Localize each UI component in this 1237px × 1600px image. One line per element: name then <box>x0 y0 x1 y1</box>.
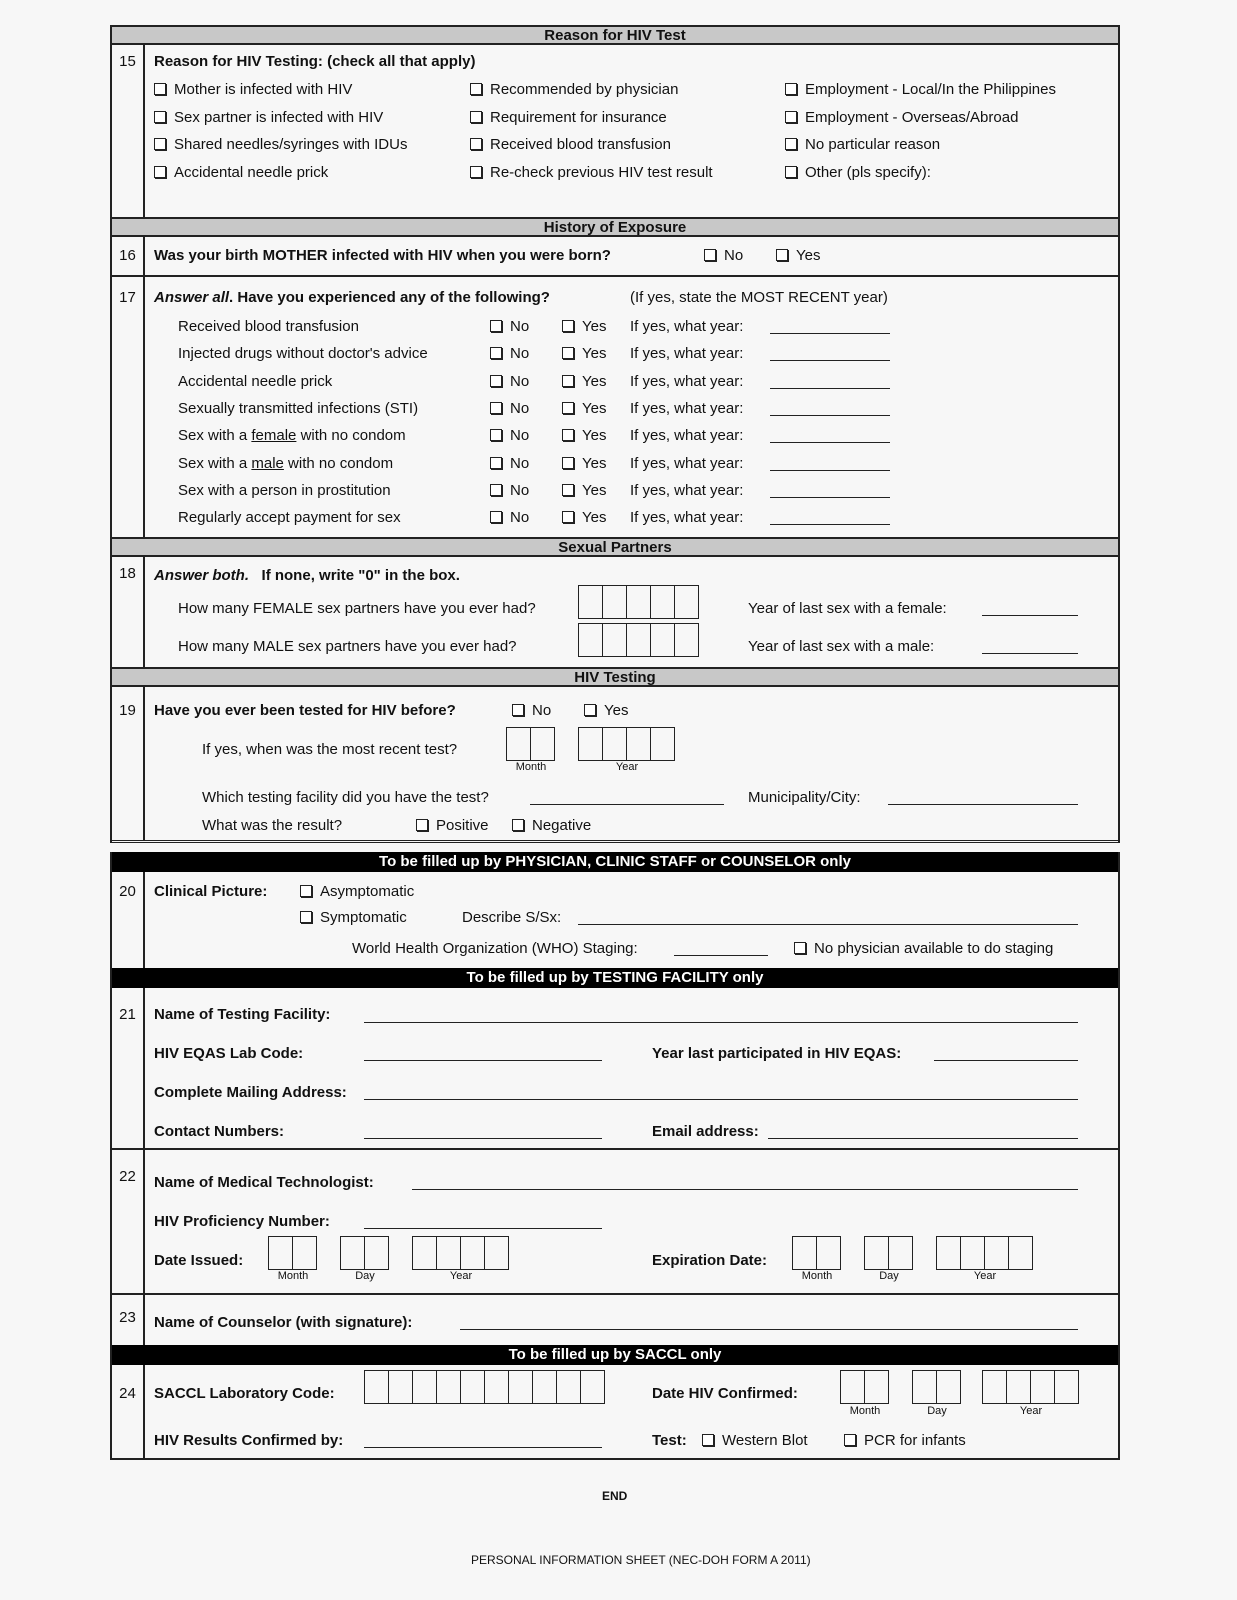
option-label: No <box>510 345 530 363</box>
option-label: Other (pls specify): <box>805 163 931 181</box>
question-number: 21 <box>112 988 145 1148</box>
label-emphasis: female <box>251 427 297 445</box>
year-label: If yes, what year: <box>630 345 744 363</box>
checkbox[interactable] <box>470 138 482 150</box>
option-label: Recommended by physician <box>490 81 679 98</box>
option-label: No <box>510 427 530 445</box>
option-label: No <box>510 318 530 335</box>
checkbox[interactable] <box>844 1434 856 1446</box>
clinical-picture-label: Clinical Picture: <box>154 883 268 900</box>
eqas-code-label: HIV EQAS Lab Code: <box>154 1045 304 1062</box>
section-facility <box>110 968 1120 1345</box>
year-label: If yes, what year: <box>630 509 744 527</box>
exposure-item-label <box>178 482 391 499</box>
option-label: PCR for infants <box>864 1432 966 1449</box>
exposure-no-option[interactable] <box>490 509 529 526</box>
checkbox[interactable] <box>785 111 797 123</box>
year-line[interactable] <box>770 415 890 416</box>
exposure-yes-option[interactable] <box>562 318 606 335</box>
medtech-line[interactable] <box>412 1189 1078 1190</box>
section-reason <box>110 25 1120 217</box>
eqas-code-line[interactable] <box>364 1060 602 1061</box>
confirmed-month-boxes[interactable] <box>840 1370 889 1404</box>
q16-question: Was your birth MOTHER infected with HIV when you were born? <box>154 247 611 264</box>
exposure-item-label <box>178 427 406 444</box>
counselor-label: Name of Counselor (with signature): <box>154 1314 413 1331</box>
reason-option[interactable] <box>154 136 407 153</box>
date-issued-label: Date Issued: <box>154 1252 244 1269</box>
checkbox[interactable] <box>490 484 502 496</box>
checkbox[interactable] <box>562 320 574 332</box>
year-label: If yes, what year: <box>630 454 744 472</box>
exposure-yes-option[interactable] <box>562 345 606 362</box>
year-label: If yes, what year: <box>630 427 744 445</box>
male-year-line[interactable] <box>982 653 1078 654</box>
option-label: Negative <box>532 817 592 834</box>
q19-yes-option[interactable] <box>584 702 628 719</box>
exposure-no-option[interactable] <box>490 427 529 444</box>
checkbox[interactable] <box>490 402 502 414</box>
q15-row <box>112 45 1118 217</box>
checkbox[interactable] <box>785 166 797 178</box>
q17-text: . Have you experienced any of the following? <box>229 289 550 306</box>
exposure-no-option[interactable] <box>490 482 529 499</box>
expiration-label: Expiration Date: <box>652 1252 768 1269</box>
option-label: Shared needles/syringes with IDUs <box>174 136 408 153</box>
expiration-day-boxes[interactable] <box>864 1236 913 1270</box>
option-label: Yes <box>582 427 607 445</box>
recent-test-year-boxes[interactable] <box>578 727 675 761</box>
q17-row <box>112 277 1118 537</box>
option-label: Yes <box>582 399 607 417</box>
checkbox[interactable] <box>470 111 482 123</box>
option-label: No <box>724 247 744 264</box>
reason-option[interactable] <box>785 81 1056 98</box>
no-physician-option[interactable] <box>794 940 1053 957</box>
month-caption: Month <box>515 761 547 773</box>
checkbox[interactable] <box>562 484 574 496</box>
option-label: Accidental needle prick <box>174 163 329 181</box>
day-caption: Day <box>879 1270 899 1282</box>
label-text: Sexually transmitted infections (STI) <box>178 399 419 417</box>
section-header-exposure: History of Exposure <box>112 217 1118 237</box>
recent-test-month-boxes[interactable] <box>506 727 555 761</box>
who-staging-label: World Health Organization (WHO) Staging: <box>352 940 638 957</box>
checkbox[interactable] <box>702 1434 714 1446</box>
section-physician <box>110 852 1120 968</box>
date-confirmed-label: Date HIV Confirmed: <box>652 1385 798 1402</box>
exposure-yes-option[interactable] <box>562 400 606 417</box>
footer: PERSONAL INFORMATION SHEET (NEC-DOH FORM A 2011) <box>471 1553 811 1567</box>
checkbox[interactable] <box>490 457 502 469</box>
eqas-year-line[interactable] <box>934 1060 1078 1061</box>
question-number: 17 <box>112 277 145 537</box>
question-number: 23 <box>112 1295 145 1345</box>
section-header-saccl: To be filled up by SACCL only <box>112 1345 1118 1365</box>
q19-question: Have you ever been tested for HIV before? <box>154 702 456 719</box>
medtech-label: Name of Medical Technologist: <box>154 1174 374 1191</box>
exposure-item-label <box>178 345 428 362</box>
option-label: Employment - Overseas/Abroad <box>805 108 1019 126</box>
male-partners-boxes[interactable] <box>578 623 699 657</box>
q17-note: (If yes, state the MOST RECENT year) <box>630 289 888 306</box>
address-line[interactable] <box>364 1099 1078 1100</box>
year-label: If yes, what year: <box>630 372 744 390</box>
exposure-item-label <box>178 400 418 417</box>
exposure-yes-option[interactable] <box>562 455 606 472</box>
q24-row <box>112 1365 1118 1460</box>
section-exposure <box>110 217 1120 537</box>
exposure-no-option[interactable] <box>490 373 529 390</box>
q17-question <box>154 289 550 306</box>
exposure-item-label <box>178 509 401 526</box>
checkbox[interactable] <box>154 166 166 178</box>
checkbox[interactable] <box>562 457 574 469</box>
section-partners <box>110 537 1120 667</box>
q18-lead: Answer both. <box>154 567 250 584</box>
reason-option[interactable] <box>470 164 713 181</box>
option-label: No physician available to do staging <box>814 940 1054 957</box>
section-testing <box>110 667 1120 843</box>
checkbox[interactable] <box>490 347 502 359</box>
reason-option[interactable] <box>785 109 1018 126</box>
label-text: Injected drugs without doctor's advice <box>178 345 428 363</box>
q18-row <box>112 557 1118 667</box>
checkbox[interactable] <box>512 819 524 831</box>
option-label: Symptomatic <box>320 909 407 926</box>
q21-row <box>112 988 1118 1150</box>
checkbox[interactable] <box>300 885 312 897</box>
option-label: Requirement for insurance <box>490 108 667 126</box>
address-label: Complete Mailing Address: <box>154 1084 347 1101</box>
option-label: Yes <box>582 372 607 390</box>
facility-name-line[interactable] <box>364 1022 1078 1023</box>
option-label: Re-check previous HIV test result <box>490 163 713 181</box>
describe-label: Describe S/Sx: <box>462 909 562 926</box>
checkbox[interactable] <box>470 83 482 95</box>
male-year-label: Year of last sex with a male: <box>748 638 935 655</box>
female-partners-boxes[interactable] <box>578 585 699 619</box>
option-label: Received blood transfusion <box>490 136 671 153</box>
negative-option[interactable] <box>512 817 591 834</box>
section-header-partners: Sexual Partners <box>112 537 1118 557</box>
symptomatic-option[interactable] <box>300 909 407 926</box>
lab-code-boxes[interactable] <box>364 1370 605 1404</box>
q16-row <box>112 237 1118 277</box>
option-label: Mother is infected with HIV <box>174 81 353 98</box>
reason-option[interactable] <box>154 164 328 181</box>
section-saccl <box>110 1345 1120 1460</box>
municipality-line[interactable] <box>888 804 1078 805</box>
checkbox[interactable] <box>584 704 596 716</box>
option-label: No <box>510 372 530 390</box>
checkbox[interactable] <box>470 166 482 178</box>
reason-option[interactable] <box>154 109 383 126</box>
q19-no-option[interactable] <box>512 702 551 719</box>
describe-line[interactable] <box>578 924 1078 925</box>
q17-lead: Answer all <box>154 289 230 306</box>
confirmed-year-boxes[interactable] <box>982 1370 1079 1404</box>
q23-row <box>112 1295 1118 1345</box>
year-line[interactable] <box>770 470 890 471</box>
counselor-line[interactable] <box>460 1329 1078 1330</box>
question-number: 18 <box>112 557 145 667</box>
checkbox[interactable] <box>562 511 574 523</box>
question-number: 20 <box>112 872 145 968</box>
option-label: Employment - Local/In the Philippines <box>805 81 1056 98</box>
option-label: Yes <box>582 481 607 499</box>
day-caption: Day <box>927 1405 947 1417</box>
checkbox[interactable] <box>562 347 574 359</box>
year-label: If yes, what year: <box>630 318 744 335</box>
question-number: 15 <box>112 45 145 217</box>
option-label: No <box>510 454 530 472</box>
checkbox[interactable] <box>785 83 797 95</box>
q15-title: Reason for HIV Testing: (check all that apply) <box>154 53 476 70</box>
western-blot-option[interactable] <box>702 1432 808 1449</box>
year-label: If yes, what year: <box>630 481 744 499</box>
month-caption: Month <box>277 1270 309 1282</box>
year-line[interactable] <box>770 388 890 389</box>
year-line[interactable] <box>770 524 890 525</box>
exposure-no-option[interactable] <box>490 400 529 417</box>
test-label: Test: <box>652 1432 687 1449</box>
label-text: Sex with a <box>178 427 252 445</box>
checkbox[interactable] <box>562 402 574 414</box>
exposure-no-option[interactable] <box>490 318 529 335</box>
facility-line[interactable] <box>530 804 724 805</box>
checkbox[interactable] <box>416 819 428 831</box>
municipality-label: Municipality/City: <box>748 789 861 806</box>
question-number: 16 <box>112 237 145 275</box>
section-header-facility: To be filled up by TESTING FACILITY only <box>112 968 1118 988</box>
email-label: Email address: <box>652 1123 759 1140</box>
option-label: No <box>510 399 530 417</box>
reason-option[interactable] <box>470 136 671 153</box>
positive-option[interactable] <box>416 817 489 834</box>
label-text: with no condom <box>296 427 406 445</box>
reason-option[interactable] <box>470 81 678 98</box>
female-partners-label: How many FEMALE sex partners have you ever had? <box>178 600 536 617</box>
issued-day-boxes[interactable] <box>340 1236 389 1270</box>
label-text: with no condom <box>283 454 394 472</box>
section-header-reason: Reason for HIV Test <box>112 25 1118 45</box>
issued-month-boxes[interactable] <box>268 1236 317 1270</box>
month-caption: Month <box>801 1270 833 1282</box>
option-label: Asymptomatic <box>320 883 415 900</box>
email-line[interactable] <box>768 1138 1078 1139</box>
checkbox[interactable] <box>562 429 574 441</box>
expiration-year-boxes[interactable] <box>936 1236 1033 1270</box>
reason-option[interactable] <box>785 136 940 153</box>
exposure-yes-option[interactable] <box>562 427 606 444</box>
option-label: No particular reason <box>805 136 941 153</box>
reason-option[interactable] <box>785 164 931 181</box>
option-label: Yes <box>582 454 607 472</box>
proficiency-line[interactable] <box>364 1228 602 1229</box>
checkbox[interactable] <box>490 429 502 441</box>
contact-line[interactable] <box>364 1138 602 1139</box>
exposure-yes-option[interactable] <box>562 482 606 499</box>
exposure-item-label <box>178 373 332 390</box>
year-caption: Year <box>1019 1405 1043 1417</box>
option-label: Yes <box>582 509 607 527</box>
checkbox[interactable] <box>490 511 502 523</box>
checkbox[interactable] <box>154 111 166 123</box>
q16-no-option[interactable] <box>704 247 743 264</box>
lab-code-label: SACCL Laboratory Code: <box>154 1385 335 1402</box>
q22-row <box>112 1150 1118 1295</box>
exposure-no-option[interactable] <box>490 455 529 472</box>
male-partners-label: How many MALE sex partners have you ever had? <box>178 638 517 655</box>
checkbox[interactable] <box>512 704 524 716</box>
who-staging-line[interactable] <box>674 955 768 956</box>
exposure-item-label <box>178 318 359 335</box>
year-caption: Year <box>973 1270 997 1282</box>
year-caption: Year <box>449 1270 473 1282</box>
q16-yes-option[interactable] <box>776 247 820 264</box>
recent-test-label: If yes, when was the most recent test? <box>202 741 458 758</box>
option-label: Positive <box>436 817 489 834</box>
label-text: Received blood transfusion <box>178 318 359 335</box>
section-header-physician: To be filled up by PHYSICIAN, CLINIC STAFF or COUNSELOR only <box>112 852 1118 872</box>
option-label: No <box>532 702 552 719</box>
day-caption: Day <box>355 1270 375 1282</box>
q20-row <box>112 872 1118 968</box>
exposure-yes-option[interactable] <box>562 509 606 526</box>
checkbox[interactable] <box>490 320 502 332</box>
month-caption: Month <box>849 1405 881 1417</box>
pcr-option[interactable] <box>844 1432 966 1449</box>
question-number: 22 <box>112 1150 145 1293</box>
confirmed-by-line[interactable] <box>364 1447 602 1448</box>
end-marker: END <box>602 1489 628 1503</box>
option-label: Yes <box>796 247 821 264</box>
eqas-year-label: Year last participated in HIV EQAS: <box>652 1045 902 1062</box>
year-line[interactable] <box>770 497 890 498</box>
label-emphasis: male <box>251 454 284 472</box>
checkbox[interactable] <box>562 375 574 387</box>
facility-name-label: Name of Testing Facility: <box>154 1006 331 1023</box>
option-label: Yes <box>604 702 629 719</box>
checkbox[interactable] <box>704 249 716 261</box>
section-header-testing: HIV Testing <box>112 667 1118 687</box>
option-label: No <box>510 509 530 527</box>
label-text: Sex with a <box>178 454 252 472</box>
year-line[interactable] <box>770 333 890 334</box>
exposure-item-label <box>178 455 393 472</box>
label-text: Accidental needle prick <box>178 372 333 390</box>
year-line[interactable] <box>770 442 890 443</box>
checkbox[interactable] <box>785 138 797 150</box>
reason-option[interactable] <box>154 81 352 98</box>
label-text: Regularly accept payment for sex <box>178 509 401 527</box>
year-caption: Year <box>615 761 639 773</box>
option-label: Yes <box>582 345 607 363</box>
q19-row <box>112 687 1118 843</box>
issued-year-boxes[interactable] <box>412 1236 509 1270</box>
facility-label: Which testing facility did you have the test? <box>202 789 489 806</box>
label-text: Sex with a person in prostitution <box>178 481 391 499</box>
checkbox[interactable] <box>794 942 806 954</box>
confirmed-day-boxes[interactable] <box>912 1370 961 1404</box>
checkbox[interactable] <box>154 138 166 150</box>
reason-option[interactable] <box>470 109 667 126</box>
q18-instruction <box>154 567 460 584</box>
contact-label: Contact Numbers: <box>154 1123 285 1140</box>
q18-text: If none, write "0" in the box. <box>261 567 460 584</box>
result-label: What was the result? <box>202 817 343 834</box>
year-line[interactable] <box>770 360 890 361</box>
option-label: Yes <box>582 318 607 335</box>
checkbox[interactable] <box>490 375 502 387</box>
exposure-yes-option[interactable] <box>562 373 606 390</box>
checkbox[interactable] <box>300 911 312 923</box>
proficiency-label: HIV Proficiency Number: <box>154 1213 330 1230</box>
confirmed-by-label: HIV Results Confirmed by: <box>154 1432 344 1449</box>
female-year-line[interactable] <box>982 615 1078 616</box>
expiration-month-boxes[interactable] <box>792 1236 841 1270</box>
asymptomatic-option[interactable] <box>300 883 414 900</box>
exposure-no-option[interactable] <box>490 345 529 362</box>
option-label: Sex partner is infected with HIV <box>174 108 384 126</box>
checkbox[interactable] <box>776 249 788 261</box>
option-label: No <box>510 481 530 499</box>
checkbox[interactable] <box>154 83 166 95</box>
year-label: If yes, what year: <box>630 399 744 417</box>
question-number: 19 <box>112 687 145 840</box>
option-label: Western Blot <box>722 1432 808 1449</box>
question-number: 24 <box>112 1365 145 1458</box>
hiv-form <box>110 25 1120 1460</box>
female-year-label: Year of last sex with a female: <box>748 600 947 617</box>
